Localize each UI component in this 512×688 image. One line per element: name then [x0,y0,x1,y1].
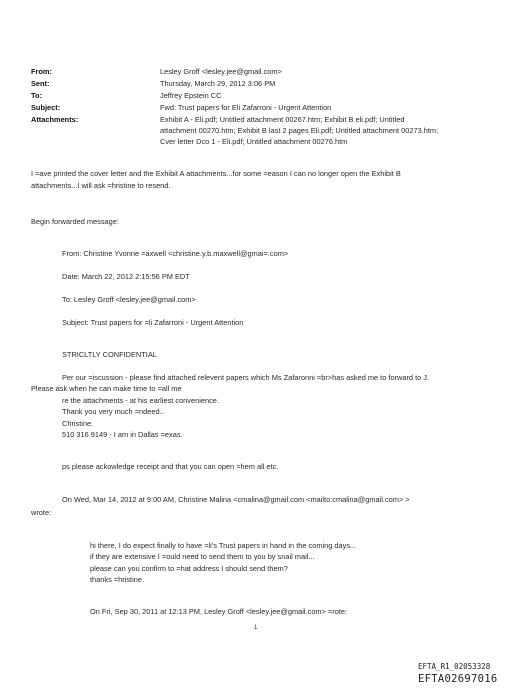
fwd-from: From: Christine Yvonne =axwell <christine.y.b.maxwell@gmai=.com> [62,249,289,258]
subject-label: Subject: [31,103,61,112]
message-line: Christine. [62,419,94,428]
subject-value: Fwd: Trust papers for Eli Zafarroni - Urgent Attention [160,103,332,112]
intro-line: attachments...I will ask =hristine to resend. [31,181,171,190]
ps-line: ps please ackowledge receipt and that you can open =hem all etc. [62,462,279,471]
message-line: Thank you very much =ndeed.. [62,407,164,416]
attachments-label: Attachments: [31,115,79,124]
quoted-line: thanks =hristine. [90,575,145,584]
attachments-line: Cver letter Dco 1 - Eli.pdf; Untitled attachment 00276.htm [160,137,348,146]
quoted-line: hi there, I do expect finally to have =li's Trust papers in hand in the coming days... [90,541,357,550]
to-label: To: [31,91,42,100]
quoted-line: if they are extensive I =ould need to send them to you by snail mail... [90,552,315,561]
fwd-subject: Subject: Trust papers for =li Zafarroni - Urgent Attention [62,318,244,327]
message-line: 510 316 9149 - I am in Dallas =exas. [62,430,183,439]
attachments-line: attachment 00270.htm; Exhibit B last 2 pages Eli.pdf; Untitled attachment 00273.htm; [160,126,439,135]
fwd-date: Date: March 22, 2012 2:15:56 PM EDT [62,272,190,281]
sent-label: Sent: [31,79,50,88]
quoted-line: please can you confirm to =hat address I should send them? [90,564,288,573]
message-line: re the attachments - at his earliest convenience. [62,396,219,405]
sent-value: Thursday, March 29, 2012 3:06 PM [160,79,276,88]
message-line: Please ask when he can make time to =all me [31,384,182,393]
quoted-wrote: wrote: [31,508,52,517]
to-value: Jeffrey Epstein CC [160,91,222,100]
page-number: 1 [254,625,258,631]
fwd-to: To: Lesley Groff <lesley.jee@gmail.com> [62,295,196,304]
message-line: Per our =iscussion - please find attached relevent papers which Ms Zafaronni =br>has asked me to forward to J. [62,373,430,382]
quoted-header: On Fri, Sep 30, 2011 at 12:13 PM, Lesley Groff <lesley.jee@gmail.com> =rote: [90,607,348,616]
quoted-header: On Wed, Mar 14, 2012 at 9:00 AM, Christine Malina <cmalina@gmail.com <mailto:cmalina@gmail.com> > [62,495,410,504]
from-label: From: [31,67,52,76]
bates-number-small: EFTA_R1_02053328 [418,662,491,671]
begin-forwarded: Begin forwarded message: [31,217,119,226]
from-value: Lesley Groff <lesley.jee@gmail.com> [160,67,282,76]
intro-line: I =ave printed the cover letter and the Exhibit A attachments...for some =eason I can no longer open the Exhibit B [31,169,401,178]
attachments-line: Exhibit A - Eli.pdf; Untitled attachment 00267.htm; Exhibit B eli.pdf; Untitled [160,115,405,124]
bates-number-large: EFTA02697016 [418,673,498,685]
confidential-heading: STRICLTLY CONFIDENTIAL [62,350,157,359]
